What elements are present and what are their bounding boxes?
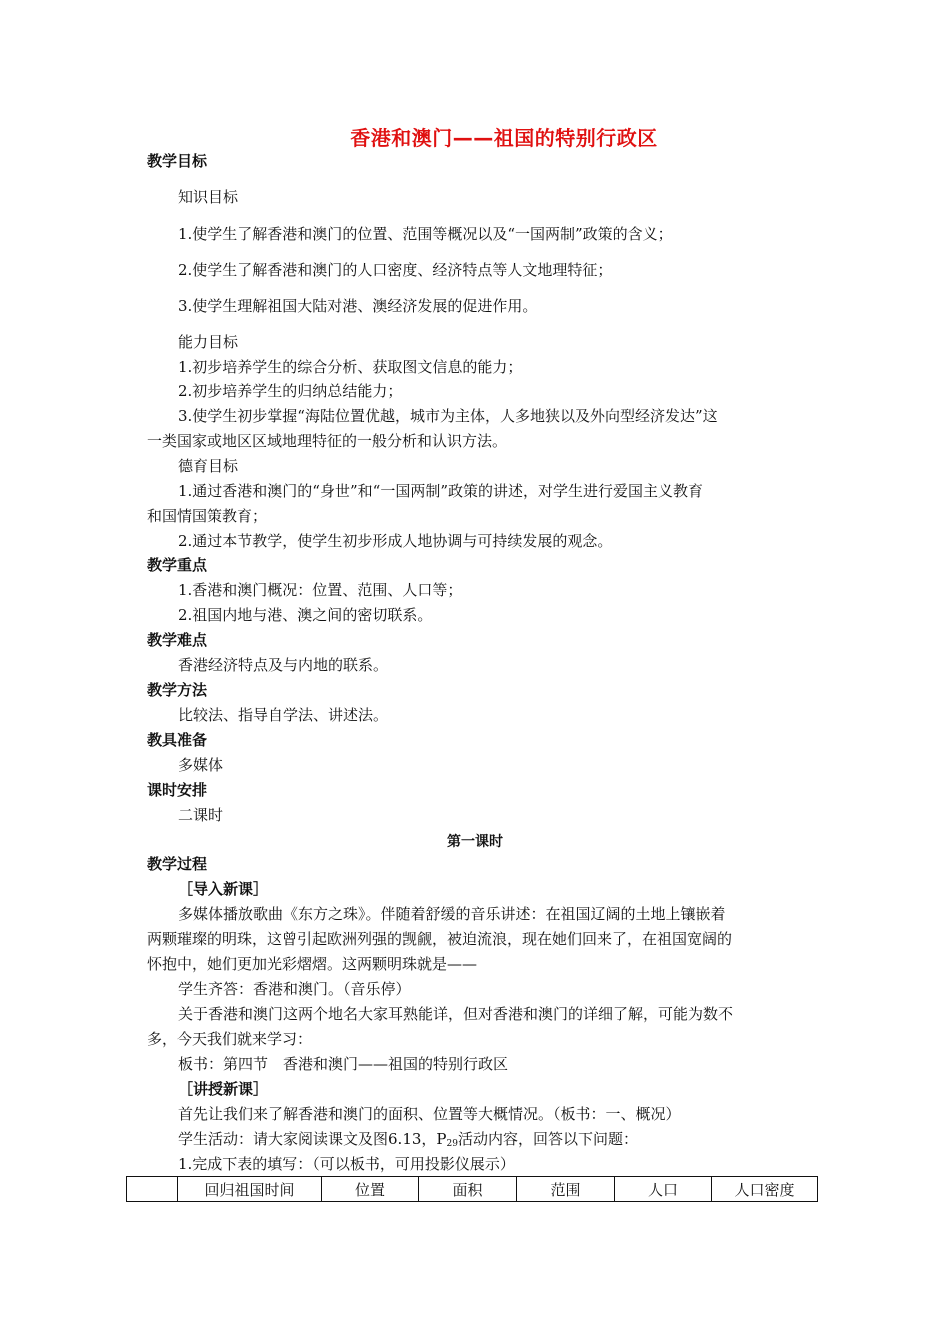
- heading-teaching-method: 教学方法: [147, 681, 208, 699]
- ability-item: 1.初步培养学生的综合分析、获取图文信息的能力；: [178, 358, 523, 376]
- intro-paragraph-line: 关于香港和澳门这两个地名大家耳熟能详，但对香港和澳门的详细了解，可能为数不: [178, 1005, 734, 1023]
- intro-paragraph-line: 学生齐答：香港和澳门。（音乐停）: [178, 980, 411, 998]
- intro-paragraph-line: 多媒体播放歌曲《东方之珠》。伴随着舒缓的音乐讲述：在祖国辽阔的土地上镶嵌着: [178, 905, 726, 923]
- comparison-table: [126, 1176, 818, 1202]
- table-header-cell: [127, 1177, 178, 1202]
- heading-teaching-goals: 教学目标: [147, 152, 208, 170]
- lesson-title: [0, 831, 950, 851]
- heading-key-points: 教学重点: [147, 556, 208, 574]
- moral-item-continued: 和国情国策教育；: [147, 507, 268, 525]
- intro-heading: ［导入新课］: [178, 880, 269, 898]
- table-header-row: [127, 1177, 818, 1202]
- knowledge-item: 1.使学生了解香港和澳门的位置、范围等概况以及“一国两制”政策的含义；: [178, 225, 673, 243]
- intro-paragraph-line: 板书：第四节 香港和澳门——祖国的特别行政区: [178, 1055, 509, 1073]
- teach-paragraph-line: [178, 1130, 638, 1153]
- moral-item: 2.通过本节教学，使学生初步形成人地协调与可持续发展的观念。: [178, 532, 613, 550]
- intro-paragraph-line: 两颗璀璨的明珠，这曾引起欧洲列强的觊觎，被迫流浪，现在她们回来了，在祖国宽阔的: [147, 930, 733, 948]
- teach-activity-text: 学生活动：请大家阅读课文及图6.13，P: [178, 1130, 447, 1148]
- heading-teaching-process: 教学过程: [147, 855, 208, 873]
- difficult-text: 香港经济特点及与内地的联系。: [178, 656, 389, 674]
- teach-paragraph-line: 首先让我们来了解香港和澳门的面积、位置等大概情况。（板书：一、概况）: [178, 1105, 681, 1123]
- ability-item-continued: 一类国家或地区区域地理特征的一般分析和认识方法。: [147, 432, 508, 450]
- key-item: 1.香港和澳门概况：位置、范围、人口等；: [178, 581, 463, 599]
- teach-activity-text-tail: 活动内容，回答以下问题：: [457, 1130, 638, 1148]
- subheading-knowledge-goals: 知识目标: [178, 188, 239, 206]
- subheading-moral-goals: 德育目标: [178, 457, 239, 475]
- heading-teaching-tools: 教具准备: [147, 731, 208, 749]
- intro-paragraph-line: 怀抱中，她们更加光彩熠熠。这两颗明珠就是——: [147, 955, 478, 973]
- knowledge-item: 3.使学生理解祖国大陆对港、澳经济发展的促进作用。: [178, 297, 538, 315]
- table-header-cell: 回归祖国时间: [178, 1177, 322, 1202]
- table-header-cell: 人口密度: [712, 1177, 818, 1202]
- ability-item: 2.初步培养学生的归纳总结能力；: [178, 382, 403, 400]
- page-subscript: 29: [446, 1139, 458, 1149]
- heading-difficult-points: 教学难点: [147, 631, 208, 649]
- table-header-cell: 范围: [517, 1177, 615, 1202]
- table-header-cell: 面积: [419, 1177, 517, 1202]
- tools-text: 多媒体: [178, 756, 224, 774]
- intro-paragraph-line: 多，今天我们就来学习：: [147, 1030, 313, 1048]
- moral-item: 1.通过香港和澳门的“身世”和“一国两制”政策的讲述，对学生进行爱国主义教育: [178, 482, 703, 500]
- document-title: 香港和澳门——祖国的特别行政区: [350, 126, 658, 150]
- ability-item: 3.使学生初步掌握“海陆位置优越，城市为主体，人多地狭以及外向型经济发达”这: [178, 407, 718, 425]
- teach-paragraph-line: 1.完成下表的填写：（可以板书，可用投影仪展示）: [178, 1155, 515, 1173]
- teach-heading: ［讲授新课］: [178, 1080, 269, 1098]
- table-header-cell: 位置: [322, 1177, 419, 1202]
- knowledge-item: 2.使学生了解香港和澳门的人口密度、经济特点等人文地理特征；: [178, 261, 613, 279]
- lesson-title-text: 第一课时: [447, 834, 503, 850]
- subheading-ability-goals: 能力目标: [178, 333, 239, 351]
- schedule-text: 二课时: [178, 806, 224, 824]
- key-item: 2.祖国内地与港、澳之间的密切联系。: [178, 606, 433, 624]
- method-text: 比较法、指导自学法、讲述法。: [178, 706, 389, 724]
- heading-schedule: 课时安排: [147, 781, 208, 799]
- table-header-cell: 人口: [615, 1177, 712, 1202]
